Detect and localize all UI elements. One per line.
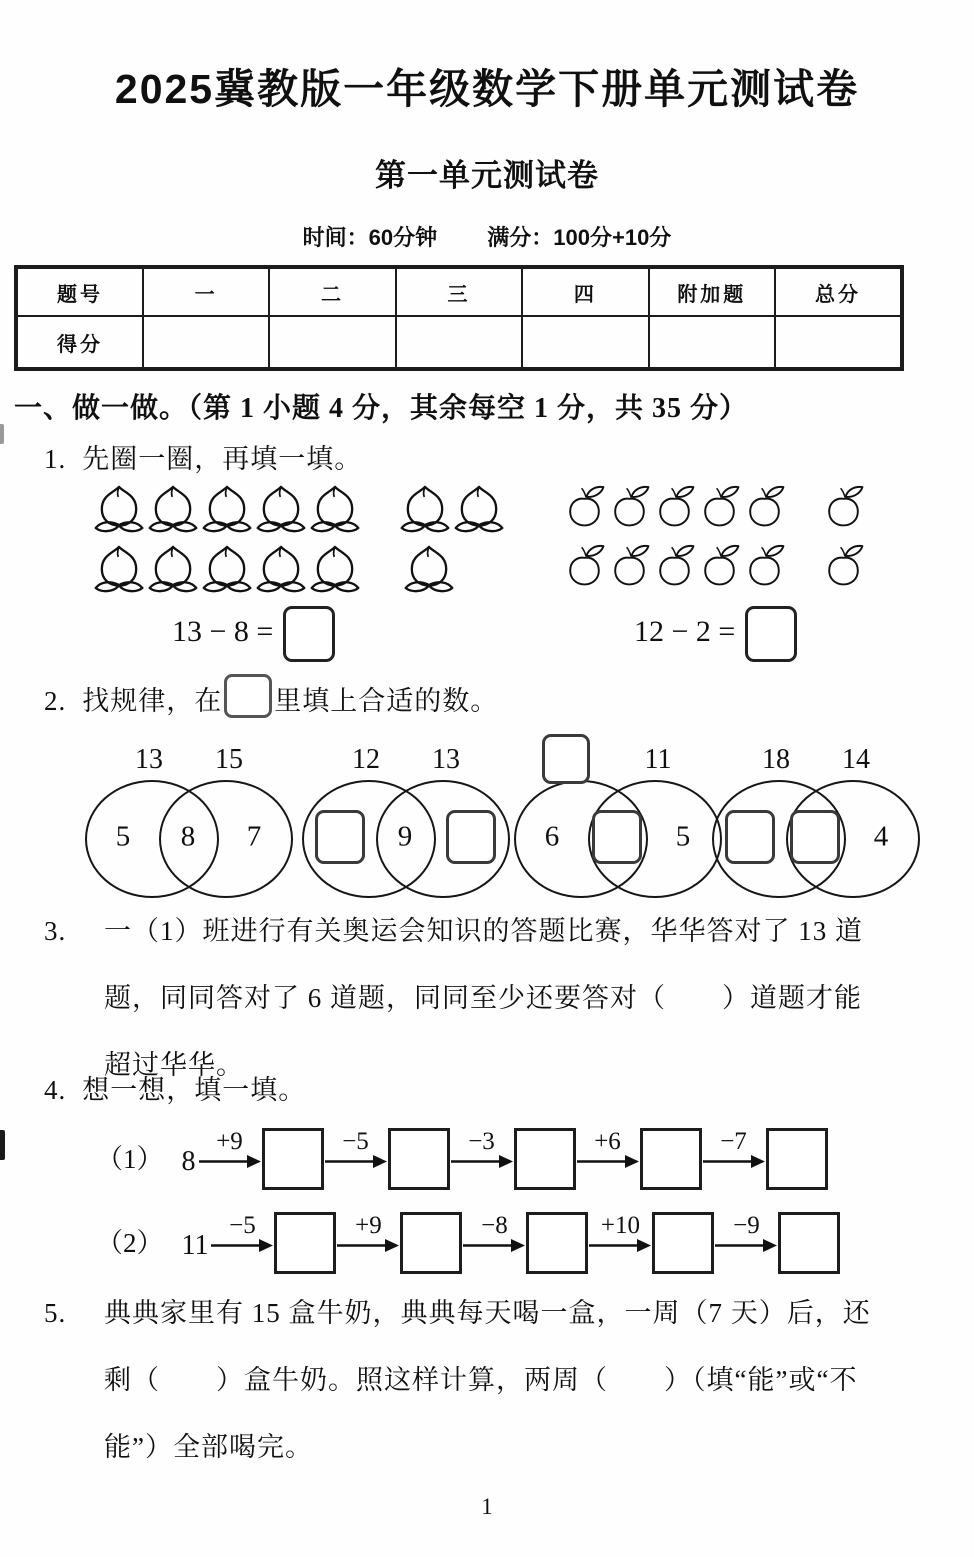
score-cell[interactable] xyxy=(396,316,522,369)
score-header-extra: 附加题 xyxy=(649,268,775,317)
venn-right-value: 7 xyxy=(246,820,262,853)
score-cell[interactable] xyxy=(143,316,269,369)
number-chain-1 xyxy=(96,1108,828,1190)
venn-right-value: 5 xyxy=(675,820,691,853)
score-header-total: 总分 xyxy=(775,268,901,317)
answer-box[interactable] xyxy=(274,1212,336,1274)
peach-equation: 13 − 8 = xyxy=(172,606,335,662)
venn-diagram-4 xyxy=(712,736,918,896)
full-score: 满分：100分+10分 xyxy=(487,225,672,250)
chain-op: +9 xyxy=(336,1213,400,1274)
chain-op: −8 xyxy=(462,1213,526,1274)
answer-box[interactable] xyxy=(400,1212,462,1274)
question-2-number: 2. xyxy=(44,686,67,716)
answer-box[interactable] xyxy=(526,1212,588,1274)
peach-icon xyxy=(254,542,308,596)
venn-diagram-2 xyxy=(302,736,508,896)
arrow-right-icon xyxy=(715,1239,777,1252)
apple-icon xyxy=(562,484,607,529)
apple-icon xyxy=(742,484,787,529)
peach-icon xyxy=(92,482,146,536)
score-cell[interactable] xyxy=(649,316,775,369)
question-4-text: 4. 想一想，填一填。 xyxy=(44,1075,307,1105)
venn-left-value: 6 xyxy=(544,820,560,853)
answer-box[interactable] xyxy=(652,1212,714,1274)
score-table-header-row xyxy=(17,268,902,317)
venn-right-circle xyxy=(159,780,293,898)
scan-artifact xyxy=(0,424,4,444)
arrow-right-icon xyxy=(199,1155,261,1168)
section-one-heading: 一、做一做。（第 1 小题 4 分，其余每空 1 分，共 35 分） xyxy=(14,393,749,424)
question-5 xyxy=(44,1280,954,1481)
question-3-number: 3. xyxy=(44,916,67,946)
venn-top-right-label: 11 xyxy=(644,744,672,775)
venn-middle-value: 9 xyxy=(397,820,413,853)
peach-icon xyxy=(92,542,146,596)
chain-op: −5 xyxy=(324,1129,388,1190)
apple-group xyxy=(562,484,866,588)
answer-box[interactable] xyxy=(542,734,590,784)
peach-row-2 xyxy=(92,542,506,596)
apple-icon xyxy=(821,484,866,529)
peach-icon xyxy=(308,542,362,596)
chain-op: +6 xyxy=(576,1129,640,1190)
chain-op: −7 xyxy=(702,1129,766,1190)
peach-group xyxy=(92,482,506,596)
chain-op: −3 xyxy=(450,1129,514,1190)
venn-top-left-label: 12 xyxy=(352,744,380,775)
score-table xyxy=(15,266,903,370)
peach-icon xyxy=(452,482,506,536)
score-header-2: 二 xyxy=(269,268,395,317)
arrow-right-icon xyxy=(325,1155,387,1168)
score-header-timu: 题号 xyxy=(17,268,143,317)
answer-box[interactable] xyxy=(388,1128,450,1190)
chain-start-number: 11 xyxy=(181,1230,209,1261)
unit-subtitle: 第一单元测试卷 xyxy=(375,158,599,193)
answer-box[interactable] xyxy=(262,1128,324,1190)
apple-icon xyxy=(607,543,652,588)
apple-icon xyxy=(562,543,607,588)
venn-top-left-label: 13 xyxy=(135,744,163,775)
answer-box[interactable] xyxy=(745,606,797,662)
chain-op: −5 xyxy=(210,1213,274,1274)
arrow-right-icon xyxy=(703,1155,765,1168)
question-4-number: 4. xyxy=(44,1075,67,1105)
peach-icon xyxy=(254,482,308,536)
venn-top-right-label: 15 xyxy=(215,744,243,775)
apple-icon xyxy=(652,484,697,529)
score-header-3: 三 xyxy=(396,268,522,317)
chain-start-number: 8 xyxy=(181,1146,196,1177)
apple-row-1 xyxy=(562,484,866,529)
chain-row-label: （2） xyxy=(96,1228,164,1258)
question-3-text: 一（1）班进行有关奥运会知识的答题比赛，华华答对了 13 道 题，同同答对了 6 道题，同同至少还要答对（ ）道题才能 超过华华。 xyxy=(104,916,863,1080)
answer-box[interactable] xyxy=(725,810,775,864)
score-table-score-row xyxy=(17,316,902,369)
apple-row-2 xyxy=(562,543,866,588)
peach-icon xyxy=(146,482,200,536)
question-5-text: 典典家里有 15 盒牛奶，典典每天喝一盒，一周（7 天）后，还 剩（ ）盒牛奶。照这样计算，两周（ ）（填“能”或“不 能”）全部喝完。 xyxy=(104,1298,871,1462)
answer-box[interactable] xyxy=(778,1212,840,1274)
arrow-right-icon xyxy=(589,1239,651,1252)
exam-info-line xyxy=(0,221,974,252)
apple-icon xyxy=(652,543,697,588)
question-1-number: 1. xyxy=(44,444,67,474)
score-cell[interactable] xyxy=(269,316,395,369)
peach-icon xyxy=(402,542,456,596)
question-1-text: 1. 先圈一圈，再填一填。 xyxy=(44,444,363,474)
chain-op: −9 xyxy=(714,1213,778,1274)
peach-icon xyxy=(398,482,452,536)
number-chain-2 xyxy=(96,1192,840,1274)
apple-icon xyxy=(607,484,652,529)
apple-icon xyxy=(697,543,742,588)
score-row-label: 得分 xyxy=(17,316,143,369)
peach-icon xyxy=(200,542,254,596)
venn-top-right-label: 14 xyxy=(842,744,870,775)
arrow-right-icon xyxy=(463,1239,525,1252)
page-number: 1 xyxy=(481,1494,493,1519)
peach-icon xyxy=(200,482,254,536)
arrow-right-icon xyxy=(577,1155,639,1168)
chain-op: +10 xyxy=(588,1213,652,1274)
arrow-right-icon xyxy=(451,1155,513,1168)
score-header-1: 一 xyxy=(143,268,269,317)
answer-box[interactable] xyxy=(766,1128,828,1190)
time-limit: 时间：60分钟 xyxy=(302,225,438,250)
chain-row-label: （1） xyxy=(96,1144,164,1174)
answer-box[interactable] xyxy=(283,606,335,662)
apple-icon xyxy=(821,543,866,588)
venn-top-right-label: 13 xyxy=(432,744,460,775)
answer-box[interactable] xyxy=(592,810,642,864)
blank-box-icon xyxy=(224,674,272,718)
venn-diagram-1 xyxy=(85,736,291,896)
paper-title: 2025冀教版一年级数学下册单元测试卷 xyxy=(114,66,860,112)
apple-icon xyxy=(742,543,787,588)
venn-right-value: 4 xyxy=(873,820,889,853)
score-cell[interactable] xyxy=(522,316,648,369)
arrow-right-icon xyxy=(211,1239,273,1252)
peach-icon xyxy=(308,482,362,536)
venn-middle-value: 8 xyxy=(180,820,196,853)
score-header-4: 四 xyxy=(522,268,648,317)
venn-diagram-3 xyxy=(514,736,720,896)
answer-box[interactable] xyxy=(640,1128,702,1190)
venn-left-value: 5 xyxy=(115,820,131,853)
apple-icon xyxy=(697,484,742,529)
venn-top-left-label: 18 xyxy=(762,744,790,775)
question-5-number: 5. xyxy=(44,1298,67,1328)
question-2-text: 2. 找规律，在 里填上合适的数。 xyxy=(44,674,498,718)
peach-icon xyxy=(146,542,200,596)
peach-row-1 xyxy=(92,482,506,536)
score-cell[interactable] xyxy=(775,316,901,369)
answer-box[interactable] xyxy=(446,810,496,864)
answer-box[interactable] xyxy=(315,810,365,864)
answer-box[interactable] xyxy=(790,810,840,864)
scan-artifact xyxy=(0,1130,5,1160)
arrow-right-icon xyxy=(337,1239,399,1252)
apple-equation: 12 − 2 = xyxy=(634,606,797,662)
chain-op: +9 xyxy=(198,1129,262,1190)
answer-box[interactable] xyxy=(514,1128,576,1190)
